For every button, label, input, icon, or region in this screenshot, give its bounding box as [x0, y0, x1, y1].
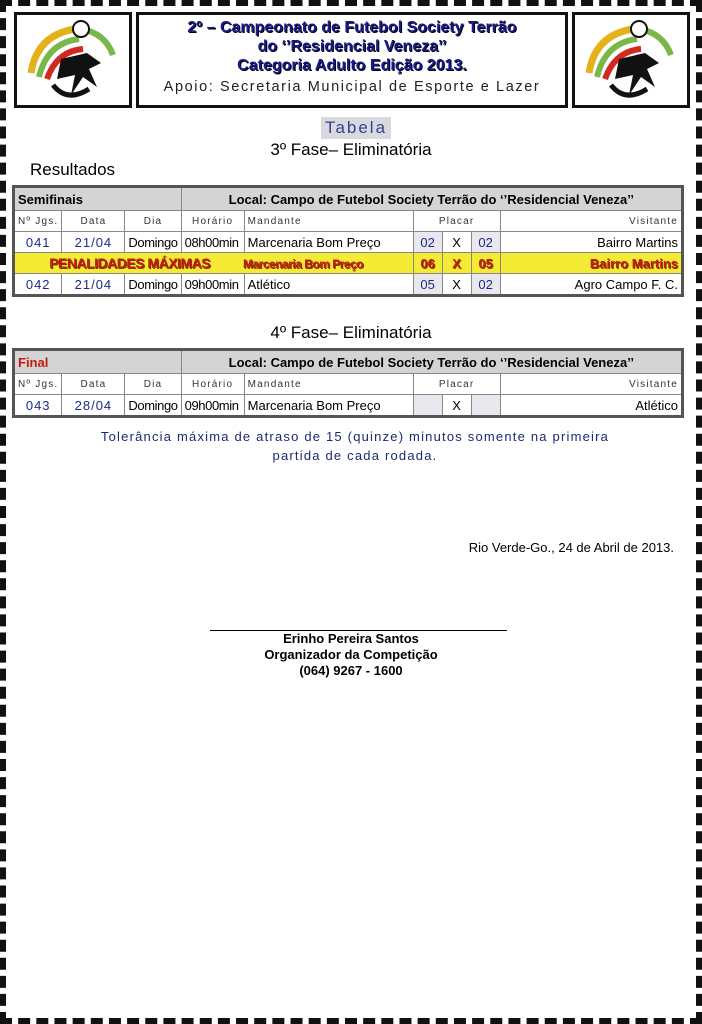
- game-home-score: 02: [413, 232, 442, 253]
- game-time: 08h00min: [181, 232, 244, 253]
- col-date: Data: [62, 211, 125, 232]
- final-header-bar: [14, 350, 683, 374]
- game-num: 041: [14, 232, 62, 253]
- penalties-away-score: 05: [471, 253, 500, 274]
- logo-right: [572, 12, 690, 108]
- game-date: 28/04: [62, 395, 125, 417]
- col-date: Data: [62, 374, 125, 395]
- penalties-home-score: 06: [413, 253, 442, 274]
- game-away-score: 02: [471, 274, 500, 296]
- semifinals-venue: Local: Campo de Futebol Society Terrão do ‘’Residencial Veneza’’: [181, 187, 682, 211]
- penalties-label-text: PENALIDADES MÁXIMAS: [49, 255, 211, 271]
- col-time: Horário: [181, 211, 244, 232]
- penalties-away: Bairro Martins: [500, 253, 682, 274]
- table-row: [14, 232, 683, 253]
- signature-role: Organizador da Competição: [264, 647, 438, 662]
- signature-name: Erinho Pereira Santos: [283, 631, 419, 646]
- game-away-score: [471, 395, 500, 417]
- penalties-sep: X: [442, 253, 471, 274]
- page-header: [14, 12, 690, 110]
- game-away-score: 02: [471, 232, 500, 253]
- resultados-label: Resultados: [30, 160, 116, 179]
- penalties-row: [14, 253, 683, 274]
- col-score: Placar: [413, 374, 500, 395]
- logo-left: [14, 12, 132, 108]
- tolerance-note: [60, 427, 650, 465]
- semifinals-table: [12, 185, 684, 297]
- support-text: Apoio: Secretaria Municipal de Esporte e Lazer: [163, 79, 541, 95]
- col-home: Mandante: [244, 374, 413, 395]
- table-row: [14, 395, 683, 417]
- col-time: Horário: [181, 374, 244, 395]
- signature-phone: (064) 9267 - 1600: [299, 663, 403, 678]
- game-num: 043: [14, 395, 62, 417]
- col-num: Nº Jgs.: [14, 211, 62, 232]
- game-date: 21/04: [62, 274, 125, 296]
- penalties-label: [14, 253, 414, 274]
- game-away: Atlético: [500, 395, 682, 417]
- soccer-player-logo-icon: [575, 15, 687, 105]
- col-day: Dia: [125, 211, 181, 232]
- final-label: Final: [14, 350, 182, 374]
- game-home: Marcenaria Bom Preço: [244, 395, 413, 417]
- game-day: Domingo: [125, 274, 181, 296]
- game-home: Atlético: [244, 274, 413, 296]
- column-header-row: [14, 374, 683, 395]
- col-day: Dia: [125, 374, 181, 395]
- title-box: [136, 12, 568, 108]
- col-away: Visitante: [500, 374, 682, 395]
- title-line-2: do ‘’Residencial Veneza’’: [257, 38, 447, 55]
- final-venue: Local: Campo de Futebol Society Terrão do ‘’Residencial Veneza’’: [181, 350, 682, 374]
- game-home: Marcenaria Bom Preço: [244, 232, 413, 253]
- game-score-sep: X: [442, 395, 471, 417]
- note-line-2: partida de cada rodada.: [272, 448, 438, 463]
- game-day: Domingo: [125, 395, 181, 417]
- game-away: Bairro Martins: [500, 232, 682, 253]
- semifinals-label: Semifinais: [14, 187, 182, 211]
- col-home: Mandante: [244, 211, 413, 232]
- phase3-title: 3º Fase– Eliminatória: [270, 140, 432, 159]
- tabela-label: Tabela: [321, 117, 391, 139]
- game-score-sep: X: [442, 274, 471, 296]
- note-line-1: Tolerância máxima de atraso de 15 (quinze) minutos somente na primeira: [100, 429, 610, 444]
- game-day: Domingo: [125, 232, 181, 253]
- game-time: 09h00min: [181, 395, 244, 417]
- final-table: [12, 348, 684, 418]
- game-time: 09h00min: [181, 274, 244, 296]
- col-away: Visitante: [500, 211, 682, 232]
- game-num: 042: [14, 274, 62, 296]
- phase4-title: 4º Fase– Eliminatória: [270, 323, 432, 342]
- title-line-3: Categoria Adulto Edição 2013.: [237, 57, 467, 74]
- title-line-1: 2º – Campeonato de Futebol Society Terrão: [187, 19, 517, 36]
- col-score: Placar: [413, 211, 500, 232]
- penalties-home: Marcenaria Bom Preço: [243, 257, 364, 271]
- game-date: 21/04: [62, 232, 125, 253]
- semifinals-header-bar: [14, 187, 683, 211]
- column-header-row: [14, 211, 683, 232]
- place-date: Rio Verde-Go., 24 de Abril de 2013.: [468, 540, 674, 555]
- game-home-score: 05: [413, 274, 442, 296]
- table-row: [14, 274, 683, 296]
- game-score-sep: X: [442, 232, 471, 253]
- game-away: Agro Campo F. C.: [500, 274, 682, 296]
- soccer-player-logo-icon: [17, 15, 129, 105]
- col-num: Nº Jgs.: [14, 374, 62, 395]
- game-home-score: [413, 395, 442, 417]
